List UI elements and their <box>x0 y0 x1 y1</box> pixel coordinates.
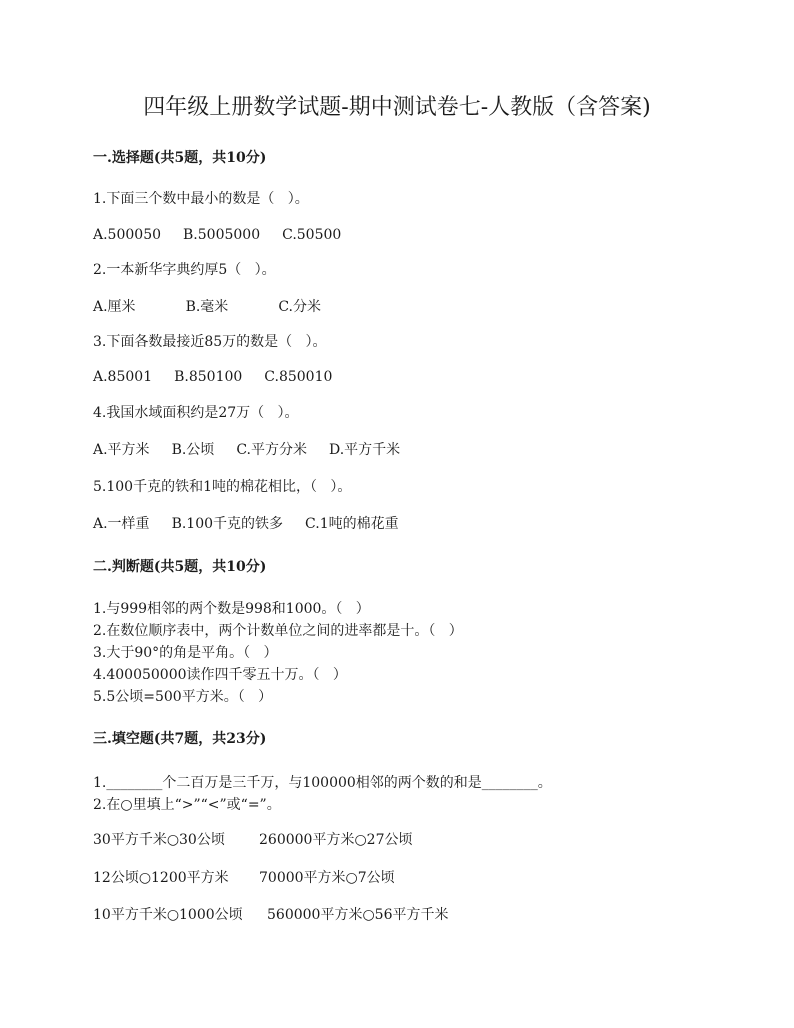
judge-item: 3.大于90°的角是平角。（ ） <box>93 645 278 661</box>
option: B.公顷 <box>171 442 215 458</box>
compare-cell: 10平方千米○1000公顷 <box>93 907 243 923</box>
question-stem: 4.我国水域面积约是27万（ ）。 <box>93 405 299 421</box>
compare-row <box>93 868 395 888</box>
compare-cell: 12公顷○1200平方米 <box>93 870 229 886</box>
option: B.100千克的铁多 <box>171 516 284 532</box>
question-stem: 5.100千克的铁和1吨的棉花相比，（ ）。 <box>93 479 352 495</box>
page-title: 四年级上册数学试题-期中测试卷七-人教版（含答案) <box>143 95 651 120</box>
question-stem: 2.一本新华字典约厚5（ ）。 <box>93 262 276 278</box>
compare-cell: 560000平方米○56平方千米 <box>267 907 449 923</box>
question-options <box>93 297 343 317</box>
judge-item: 5.5公顷=500平方米。（ ） <box>93 689 273 705</box>
section-heading-fill: 三.填空题(共7题，共23分) <box>93 731 267 747</box>
compare-cell: 260000平方米○27公顷 <box>259 832 413 848</box>
question-options <box>93 367 354 387</box>
section-heading-choice: 一.选择题(共5题，共10分) <box>93 150 267 166</box>
fill-item: 2.在○里填上“>”“<”或“=”。 <box>93 797 281 813</box>
question-options <box>93 225 363 245</box>
question-stem: 3.下面各数最接近85万的数是（ ）。 <box>93 334 327 350</box>
option: A.500050 <box>93 227 162 243</box>
compare-row <box>93 830 412 850</box>
option: B.850100 <box>174 369 243 385</box>
option: B.毫米 <box>185 299 229 315</box>
judge-item: 2.在数位顺序表中，两个计数单位之间的进率都是十。（ ） <box>93 623 463 639</box>
compare-row <box>93 905 448 925</box>
section-heading-judge: 二.判断题(共5题，共10分) <box>93 559 267 575</box>
option: A.厘米 <box>93 299 136 315</box>
compare-cell: 70000平方米○7公顷 <box>259 870 395 886</box>
option: C.850010 <box>264 369 333 385</box>
option: D.平方千米 <box>328 442 401 458</box>
question-stem: 1.下面三个数中最小的数是（ ）。 <box>93 191 309 207</box>
fill-item: 1.________个二百万是三千万，与100000相邻的两个数的和是________。 <box>93 775 552 791</box>
question-options <box>93 514 421 534</box>
option: C.分米 <box>278 299 321 315</box>
option: A.85001 <box>93 369 153 385</box>
option: A.一样重 <box>93 516 150 532</box>
judge-item: 4.400050000读作四千零五十万。（ ） <box>93 667 347 683</box>
option: A.平方米 <box>93 442 150 458</box>
option: B.5005000 <box>183 227 261 243</box>
option: C.平方分米 <box>236 442 307 458</box>
question-options <box>93 440 422 460</box>
option: C.50500 <box>282 227 342 243</box>
option: C.1吨的棉花重 <box>305 516 399 532</box>
compare-cell: 30平方千米○30公顷 <box>93 832 225 848</box>
judge-item: 1.与999相邻的两个数是998和1000。（ ） <box>93 601 370 617</box>
